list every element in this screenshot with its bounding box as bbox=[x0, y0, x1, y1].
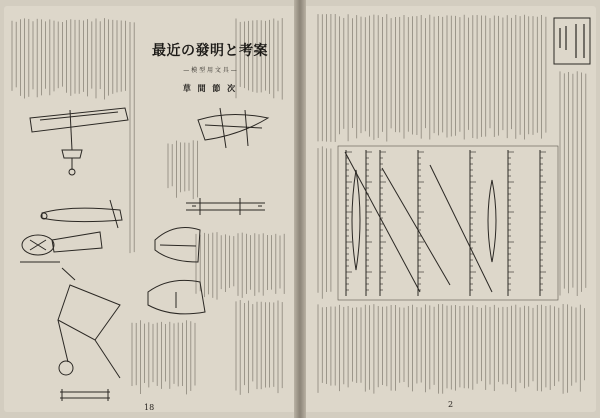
article-title: 最近の發明と考案 bbox=[152, 43, 268, 59]
page-number-left: 18 bbox=[144, 403, 155, 412]
article-title-block bbox=[140, 40, 280, 94]
article-subtitle: — 模 型 用 文 具 — bbox=[183, 67, 237, 74]
article-byline: 草 間 節 次 bbox=[182, 84, 238, 93]
page-number-right: 2 bbox=[448, 400, 454, 409]
